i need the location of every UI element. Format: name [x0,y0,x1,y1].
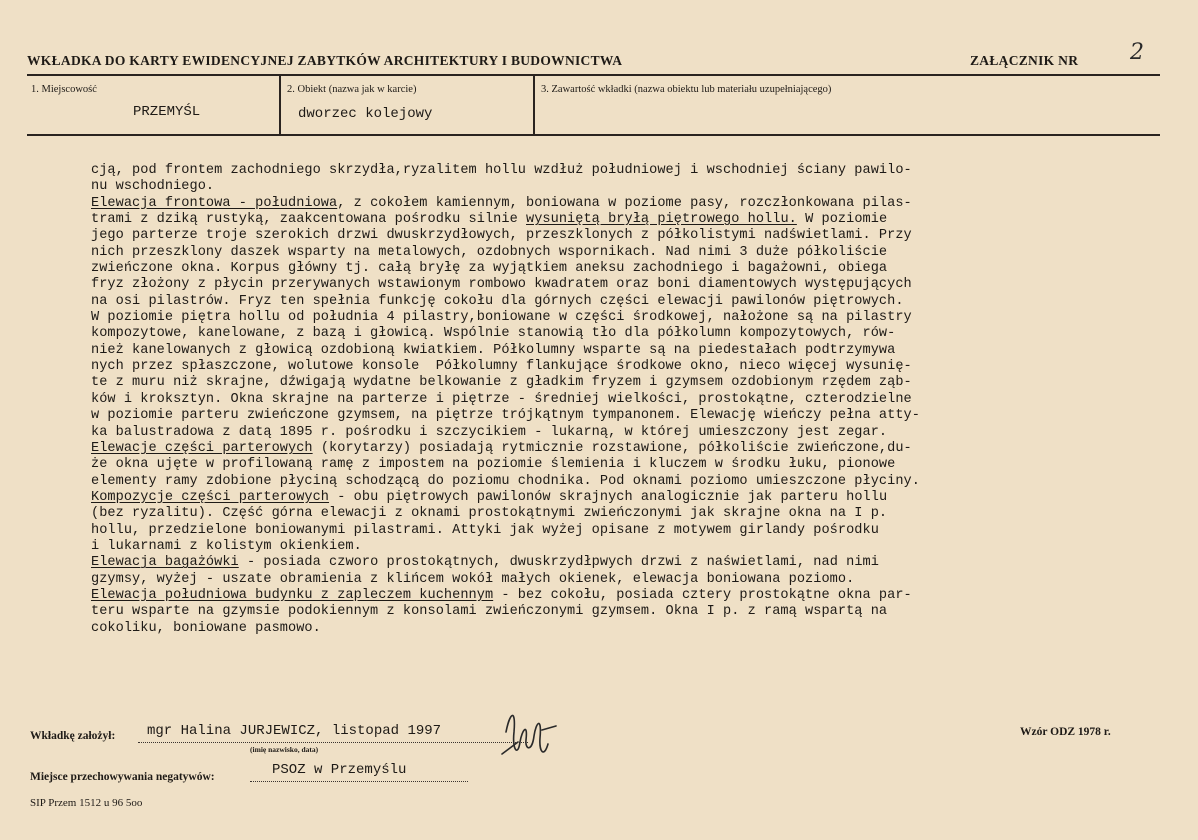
body-segment: (korytarzy) posiadają rytmicznie rozstawione, półkoliście zwieńczone,du- [312,440,912,456]
body-line [91,179,1111,195]
negatives-dotline [250,781,468,782]
body-segment: , z cokołem kamiennym, boniowana w poziome pasy, rozczłonkowana pilas- [337,195,912,211]
body-line [91,163,1111,179]
body-line [91,326,1111,342]
body-segment: i lukarnami z kolistym okienkiem. [91,538,362,554]
body-segment: te z muru niż skrajne, dźwigają wydatne belkowanie z gładkim fryzem i gzymsem ozdobionym rzędem ząb- [91,375,912,391]
body-segment: elementy ramy zdobione płyciną schodzącą do poziomu chodnika. Pod oknami poziomo umieszczone płyciny. [91,473,920,489]
object-value: dworzec kolejowy [298,106,433,122]
form-title: WKŁADKA DO KARTY EWIDENCYJNEJ ZABYTKÓW ARCHITEKTURY I BUDOWNICTWA [27,53,623,68]
body-segment: - bez cokołu, posiada cztery prostokątne okna par- [493,587,912,603]
section-heading: Elewacja południowa budynku z zapleczem kuchennym [91,587,494,603]
body-segment: - obu piętrowych pawilonów skrajnych analogicznie jak parteru hollu [329,489,888,505]
header-rule [27,74,1160,76]
negatives-value: PSOZ w Przemyślu [272,762,407,778]
section-heading: Kompozycje części parterowych [91,489,330,505]
body-line [91,375,1111,391]
body-text [91,163,1111,637]
pattern-label: Wzór ODZ 1978 r. [1020,726,1111,738]
body-segment: cokoliku, boniowane pasmowo. [91,620,321,636]
body-line [91,212,1111,228]
body-segment: fryz złożony z płycin przerywanych wstawionym rombowo kwadratem oraz boni diamentowych występujących [91,277,912,293]
body-segment: nych przez spłaszczone, wolutowe konsole Półkolumny flankujące środkowe okno, nieco więcej wysunię- [91,359,912,375]
box2-label: 2. Obiekt (nazwa jak w karcie) [287,84,417,95]
body-line [91,604,1111,620]
body-segment: hollu, przedzielone boniowanymi pilastrami. Attyki jak wyżej opisane z motywem girlandy pośrodku [91,522,879,538]
body-line [91,425,1111,441]
body-segment: na osi pilastrów. Fryz ten spełnia funkcję cokołu dla górnych części elewacji pawilonów piętrowych. [91,293,904,309]
section-heading: Elewacja bagażówki [91,555,239,571]
body-line [91,490,1111,506]
body-line [91,261,1111,277]
body-segment: zwieńczone okna. Korpus główny tj. całą bryłę za wyjątkiem aneksu zachodniego i bagażowni, obiega [91,261,888,277]
box-divider-2 [533,75,535,135]
body-line [91,555,1111,571]
body-line [91,228,1111,244]
body-line [91,474,1111,490]
boxes-bottom-rule [27,134,1160,136]
body-line [91,441,1111,457]
body-line [91,539,1111,555]
body-segment: W poziomie [796,212,888,228]
body-line [91,572,1111,588]
section-heading: wysuniętą bryłą piętrowego hollu. [526,212,797,228]
founded-value: mgr Halina JURJEWICZ, listopad 1997 [147,723,442,739]
body-segment: nież kanelowanych z głowicą ozdobioną kwiatkiem. Półkolumny wsparte są na piedestałach podtrzymywa [91,342,896,358]
body-line [91,343,1111,359]
body-segment: ków i kroksztyn. Okna skrajne na parterze i piętrze - średniej wielkości, prostokątne, czterodzielne [91,391,912,407]
founded-label: Wkładkę założył: [30,730,116,742]
body-segment: gzymsy, wyżej - uszate obramienia z klińcem wokół małych okienek, elewacja boniowana poziomo. [91,571,855,587]
print-code: SIP Przem 1512 u 96 5oo [30,797,143,809]
body-line [91,245,1111,261]
section-heading: Elewacje części parterowych [91,440,313,456]
annex-number: 2 [1130,40,1144,65]
body-line [91,277,1111,293]
body-line [91,408,1111,424]
body-line [91,523,1111,539]
body-segment: trami z dziką rustyką, zaakcentowana pośrodku silnie [91,212,527,228]
body-segment: że okna ujęte w profilowaną ramę z impostem na poziomie ślemienia i kluczem w środku łuku, pionowe [91,457,896,473]
body-segment: jego parterze troje szerokich drzwi dwuskrzydłowych, przeszklonych z półkolistymi nadświetlami. Przy [91,228,912,244]
body-segment: - posiada czworo prostokątnych, dwuskrzydłpwych drzwi z naświetlami, nad nimi [238,555,879,571]
body-segment: w poziomie parteru zwieńczone gzymsem, na piętrze trójkątnym tympanonem. Elewację wieńczy pełna atty- [91,408,920,424]
body-segment: nich przeszklony daszek wsparty na metalowych, ozdobnych wspornikach. Nad nimi 3 duże półkoliście [91,244,888,260]
body-line [91,392,1111,408]
box1-label: 1. Miejscowość [31,84,97,95]
section-heading: Elewacja frontowa - południowa [91,195,338,211]
body-line [91,457,1111,473]
body-segment: (bez ryzalitu). Część górna elewacji z oknami prostokątnymi zwieńczonymi jak skrajne okna na I p. [91,506,888,522]
locality-value: PRZEMYŚL [133,104,201,120]
body-line [91,359,1111,375]
body-segment: W poziomie piętra hollu od południa 4 pilastry,boniowane w części środkowej, nałożone są na pilastry [91,310,912,326]
signature-icon [498,702,560,764]
body-line [91,588,1111,604]
body-line [91,310,1111,326]
body-segment: kompozytowe, kanelowane, z bazą i głowicą. Wspólnie stanowią tło dla półkolumn kompozytowych, rów- [91,326,896,342]
annex-label: ZAŁĄCZNIK NR [970,53,1079,68]
body-segment: cją, pod frontem zachodniego skrzydła,ryzalitem hollu wzdłuż południowej i wschodniej ściany pawilo- [91,163,912,178]
body-line [91,506,1111,522]
body-segment: teru wsparte na gzymsie podokiennym z konsolami zwieńczonymi gzymsem. Okna I p. z ramą wspartą na [91,604,888,620]
body-segment: ka balustradowa z datą 1895 r. pośrodku i szczycikiem - lukarną, w której umieszczony jest zegar. [91,424,888,440]
founded-dotline [138,742,528,743]
box3-label: 3. Zawartość wkładki (nazwa obiektu lub materiału uzupełniającego) [541,84,832,95]
box-divider-1 [279,75,281,135]
founded-caption: (imię nazwisko, data) [250,745,319,754]
negatives-label: Miejsce przechowywania negatywów: [30,771,215,783]
body-line [91,196,1111,212]
body-line [91,294,1111,310]
body-segment: nu wschodniego. [91,179,215,195]
body-line [91,621,1111,637]
